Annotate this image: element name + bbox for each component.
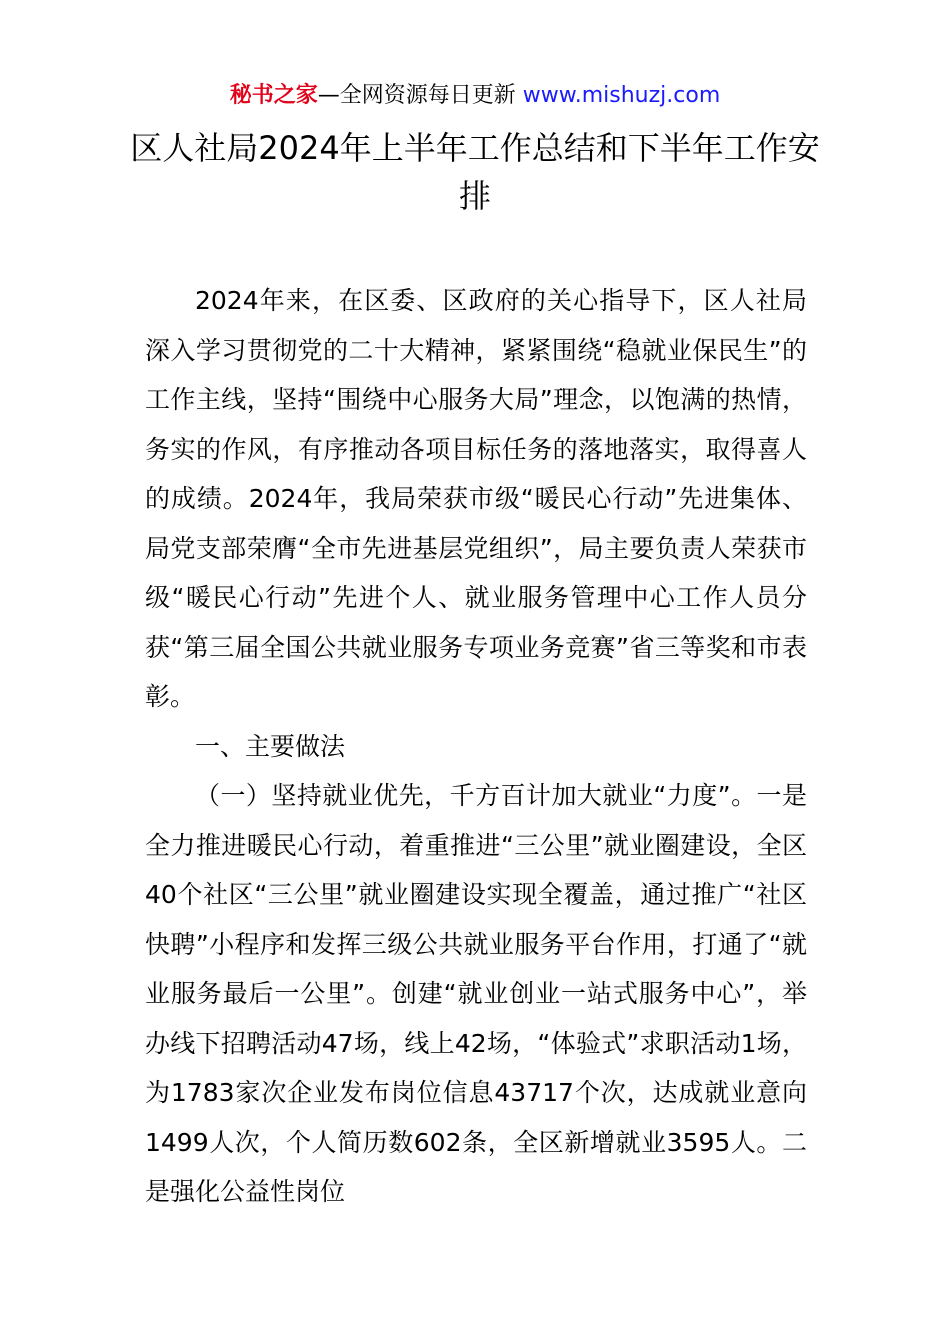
brand-name: 秘书之家 [229, 83, 318, 108]
document-title: 区人社局2024年上半年工作总结和下半年工作安排 [130, 129, 820, 215]
site-url[interactable]: www.mishuzj.com [522, 83, 721, 108]
header-tagline: —全网资源每日更新 [317, 83, 523, 108]
section-paragraph: （一）坚持就业优先，千方百计加大就业“力度”。一是全力推进暖民心行动，着重推进“三公里”就业圈建设，全区40个社区“三公里”就业圈建设实现全覆盖，通过推广“社区快聘”小程序和发挥三级公共就业服务平台作用，打通了“就业服务最后一公里”。创建“就业创业一站式服务中心”，举办线下招聘活动47场，线上42场，“体验式”求职活动1场，为1783家次企业发布岗位信息43717个次，达成就业意向1499人次，个人简历数602条，全区新增就业3595人。二是强化公益性岗位 [145, 781, 807, 1206]
site-header [0, 80, 950, 112]
section-heading: 一、主要做法 [195, 731, 346, 761]
intro-paragraph: 2024年来，在区委、区政府的关心指导下，区人社局深入学习贯彻党的二十大精神，紧紧围绕“稳就业保民生”的工作主线，坚持“围绕中心服务大局”理念，以饱满的热情，务实的作风，有序推动各项目标任务的落地落实，取得喜人的成绩。2024年，我局荣获市级“暖民心行动”先进集体、局党支部荣膺“全市先进基层党组织”，局主要负责人荣获市级“暖民心行动”先进个人、就业服务管理中心工作人员分获“第三届全国公共就业服务专项业务竞赛”省三等奖和市表彰。 [145, 286, 807, 711]
document-body [145, 276, 807, 1217]
